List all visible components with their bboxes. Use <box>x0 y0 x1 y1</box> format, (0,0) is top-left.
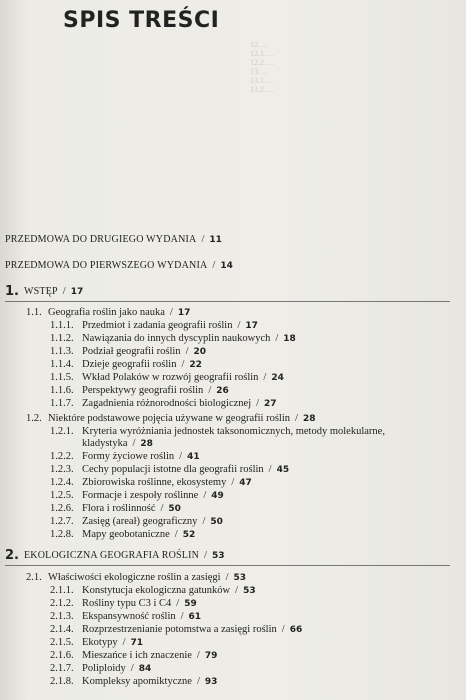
chapter-divider <box>5 565 450 566</box>
toc-entry[interactable]: Rozprzestrzenianie potomstwa a zasięgi roślin / 66 <box>82 624 303 635</box>
section-number: 2.1.1. <box>50 585 74 596</box>
toc-entry[interactable]: Podział geografii roślin / 20 <box>82 346 207 357</box>
section-number: 1.1.1. <box>50 320 74 331</box>
toc-entry[interactable]: Przedmiot i zadania geografii roślin / 17 <box>82 320 258 331</box>
section-number: 2.1.3. <box>50 611 74 622</box>
toc-entry-preface-1[interactable]: PRZEDMOWA DO PIERWSZEGO WYDANIA / 14 <box>5 260 233 271</box>
section-number: 2.1.7. <box>50 663 74 674</box>
toc-entry[interactable]: Geografia roślin jako nauka / 17 <box>48 307 191 318</box>
chapter-number: 1. <box>5 284 19 299</box>
section-number: 1.1. <box>26 307 42 318</box>
toc-entry[interactable]: Niektóre podstawowe pojęcia używane w geografii roślin / 28 <box>48 413 316 424</box>
section-number: 1.2.7. <box>50 516 74 527</box>
toc-entry[interactable]: Flora i roślinność / 50 <box>82 503 181 514</box>
toc-entry[interactable]: Mapy geobotaniczne / 52 <box>82 529 196 540</box>
toc-entry[interactable]: Rośliny typu C3 i C4 / 59 <box>82 598 197 609</box>
toc-entry[interactable]: Właściwości ekologiczne roślin a zasięgi / 53 <box>48 572 247 583</box>
section-number: 2.1.8. <box>50 676 74 687</box>
toc-entry[interactable]: Wkład Polaków w rozwój geografii roślin / 24 <box>82 372 284 383</box>
section-number: 1.2. <box>26 413 42 424</box>
toc-entry[interactable]: Ekotypy / 71 <box>82 637 144 648</box>
section-number: 2.1.4. <box>50 624 74 635</box>
toc-entry-continuation[interactable]: kladystyka / 28 <box>82 438 153 449</box>
toc-entry[interactable]: Poliploidy / 84 <box>82 663 152 674</box>
toc-entry[interactable]: Mieszańce i ich znaczenie / 79 <box>82 650 218 661</box>
toc-entry[interactable]: Cechy populacji istotne dla geografii roślin / 45 <box>82 464 290 475</box>
page-title: SPIS TREŚCI <box>63 8 220 33</box>
bleed-through-text: 12. ... 12.1. ... 12.2. ... 13. ... 13.1. ... 13.2. ... <box>250 40 274 94</box>
section-number: 2.1.2. <box>50 598 74 609</box>
section-number: 2.1.6. <box>50 650 74 661</box>
toc-entry[interactable]: Zbiorowiska roślinne, ekosystemy / 47 <box>82 477 252 488</box>
toc-entry[interactable]: Konstytucja ekologiczna gatunków / 53 <box>82 585 256 596</box>
section-number: 1.1.7. <box>50 398 74 409</box>
toc-entry[interactable]: Formacje i zespoły roślinne / 49 <box>82 490 224 501</box>
toc-chapter-2[interactable]: EKOLOGICZNA GEOGRAFIA ROŚLIN / 53 <box>24 550 225 561</box>
section-number: 1.1.4. <box>50 359 74 370</box>
toc-entry[interactable]: Formy życiowe roślin / 41 <box>82 451 200 462</box>
section-number: 1.2.1. <box>50 426 74 437</box>
section-number: 1.2.3. <box>50 464 74 475</box>
toc-entry-preface-2[interactable]: PRZEDMOWA DO DRUGIEGO WYDANIA / 11 <box>5 234 222 245</box>
section-number: 2.1.5. <box>50 637 74 648</box>
section-number: 1.2.6. <box>50 503 74 514</box>
toc-entry[interactable]: Zagadnienia różnorodności biologicznej / 27 <box>82 398 277 409</box>
toc-entry[interactable]: Zasięg (areał) geograficzny / 50 <box>82 516 223 527</box>
chapter-divider <box>5 301 450 302</box>
section-number: 1.2.5. <box>50 490 74 501</box>
section-number: 1.2.4. <box>50 477 74 488</box>
section-number: 1.1.3. <box>50 346 74 357</box>
section-number: 1.2.8. <box>50 529 74 540</box>
section-number: 1.1.6. <box>50 385 74 396</box>
toc-entry[interactable]: Ekspansywność roślin / 61 <box>82 611 202 622</box>
toc-entry[interactable]: Kryteria wyróżniania jednostek taksonomicznych, metody molekularne, <box>82 426 385 437</box>
section-number: 1.1.2. <box>50 333 74 344</box>
chapter-number: 2. <box>5 548 19 563</box>
section-number: 1.2.2. <box>50 451 74 462</box>
section-number: 2.1. <box>26 572 42 583</box>
section-number: 1.1.5. <box>50 372 74 383</box>
toc-entry[interactable]: Kompleksy apomiktyczne / 93 <box>82 676 218 687</box>
toc-entry[interactable]: Nawiązania do innych dyscyplin naukowych / 18 <box>82 333 296 344</box>
toc-entry[interactable]: Dzieje geografii roślin / 22 <box>82 359 202 370</box>
toc-entry[interactable]: Perspektywy geografii roślin / 26 <box>82 385 229 396</box>
toc-chapter-1[interactable]: WSTĘP / 17 <box>24 286 84 297</box>
